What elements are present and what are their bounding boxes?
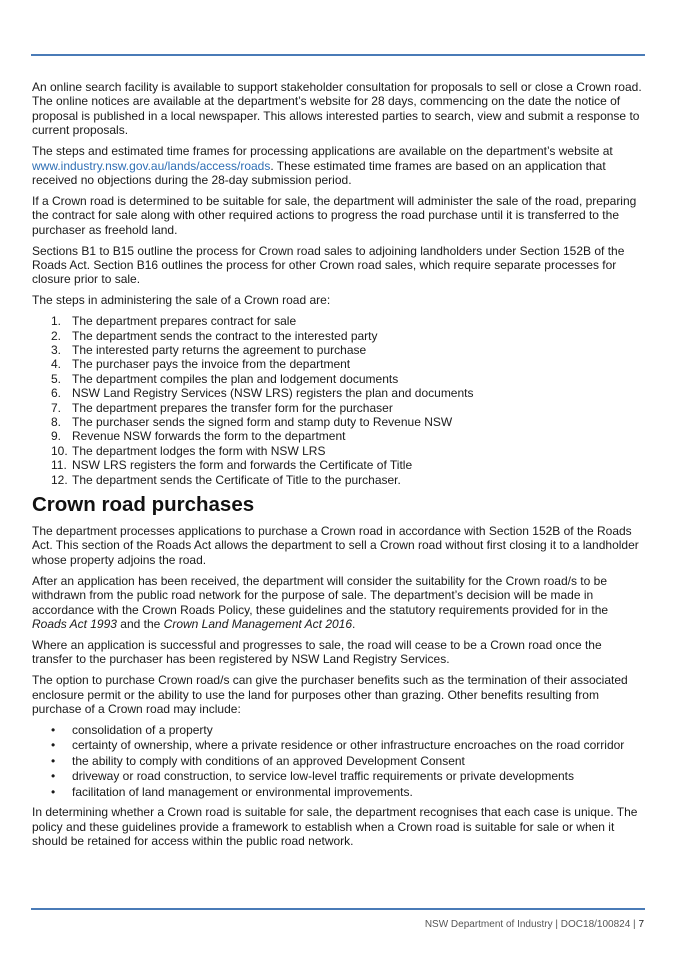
paragraph-after-application bbox=[32, 574, 644, 632]
step-text: The purchaser sends the signed form and stamp duty to Revenue NSW bbox=[72, 415, 453, 430]
paragraph-closing: In determining whether a Crown road is suitable for sale, the department recognises that each case is unique. The policy and these guidelines provide a framework to establish when a Crown road is suitable for sale or when it should be retained for access within the public road network. bbox=[32, 805, 638, 849]
bullet-icon: • bbox=[51, 738, 56, 753]
list-item bbox=[32, 386, 644, 400]
timeframes-text-after: . These estimated time frames are based on an application that received no objections during the 28-day submission period. bbox=[32, 158, 606, 187]
step-number: 7. bbox=[51, 400, 62, 415]
step-text: NSW LRS registers the form and forwards the Certificate of Title bbox=[72, 458, 413, 473]
step-text: Revenue NSW forwards the form to the department bbox=[72, 429, 346, 444]
step-text: The purchaser pays the invoice from the department bbox=[72, 357, 351, 372]
list-item bbox=[32, 314, 644, 328]
paragraph-benefits-intro: The option to purchase Crown road/s can give the purchaser benefits such as the termination of their associated enclosure permit or the ability to use the land for purposes other than grazing. Other benefits resulting from purchase of a Crown road may include: bbox=[32, 673, 628, 717]
benefit-text: certainty of ownership, where a private residence or other infrastructure encroaches on the road corridor bbox=[72, 738, 625, 753]
step-text: The department sends the Certificate of Title to the purchaser. bbox=[72, 472, 401, 487]
step-text: The department sends the contract to the interested party bbox=[72, 328, 378, 343]
page-number: 7 bbox=[638, 919, 644, 930]
step-number: 2. bbox=[51, 328, 62, 343]
step-number: 8. bbox=[51, 415, 62, 430]
paragraph-timeframes bbox=[32, 144, 644, 187]
benefit-text: driveway or road construction, to service low-level traffic requirements or private developments bbox=[72, 769, 574, 784]
paragraph-steps-intro: The steps in administering the sale of a Crown road are: bbox=[32, 293, 331, 308]
footer-rule bbox=[31, 908, 645, 910]
step-number: 9. bbox=[51, 429, 62, 444]
list-item bbox=[32, 372, 644, 386]
bullet-icon: • bbox=[51, 722, 56, 737]
step-number: 4. bbox=[51, 357, 62, 372]
step-text: The interested party returns the agreement to purchase bbox=[72, 343, 367, 357]
list-item bbox=[32, 444, 644, 458]
timeframes-text-before: The steps and estimated time frames for processing applications are available on the department’s website at bbox=[32, 144, 613, 159]
list-item bbox=[32, 458, 644, 472]
paragraph-successful-application: Where an application is successful and progresses to sale, the road will cease to be a Crown road once the transfer to the purchaser has been registered by NSW Land Registry Services. bbox=[32, 637, 602, 667]
step-text: The department lodges the form with NSW LRS bbox=[72, 443, 326, 458]
footer-text: NSW Department of Industry | DOC18/100824 | bbox=[424, 919, 639, 930]
list-item bbox=[32, 357, 644, 371]
bullet-icon: • bbox=[51, 753, 56, 768]
step-text: NSW Land Registry Services (NSW LRS) registers the plan and documents bbox=[72, 386, 474, 401]
after-application-and: and the bbox=[116, 617, 164, 631]
step-text: The department compiles the plan and lodgement documents bbox=[72, 371, 399, 386]
step-number: 3. bbox=[51, 343, 62, 357]
benefit-text: consolidation of a property bbox=[72, 722, 213, 737]
step-number: 11. bbox=[51, 458, 67, 473]
act-title-crown-land: Crown Land Management Act 2016 bbox=[163, 617, 353, 631]
after-application-end: . bbox=[352, 617, 356, 631]
list-item bbox=[32, 343, 644, 357]
benefit-text: facilitation of land management or environmental improvements. bbox=[72, 784, 413, 799]
paragraph-sections: Sections B1 to B15 outline the process for Crown road sales to adjoining landholders under Section 152B of the Roads Act. Section B16 outlines the process for other Crown road sales, which require separate processes for closure prior to sale. bbox=[32, 243, 625, 287]
bullet-icon: • bbox=[51, 769, 56, 784]
page-footer bbox=[425, 919, 644, 930]
list-item bbox=[32, 415, 644, 429]
step-number: 6. bbox=[51, 386, 62, 401]
step-text: The department prepares the transfer form for the purchaser bbox=[72, 400, 393, 415]
document-body bbox=[32, 80, 644, 855]
step-number: 1. bbox=[51, 314, 62, 329]
act-title-roads: Roads Act 1993 bbox=[32, 617, 117, 631]
step-number: 5. bbox=[51, 371, 62, 386]
after-application-text: After an application has been received, the department will consider the suitability for the Crown road/s to be withdrawn from the public road network for the purpose of sale. The department’s decision will be made in accordance with the Crown Roads Policy, these guidelines and the statutory requirements provided for in the bbox=[32, 573, 609, 617]
step-number: 10. bbox=[51, 443, 68, 458]
bullet-icon: • bbox=[51, 784, 56, 799]
list-item bbox=[32, 738, 644, 752]
list-item bbox=[32, 754, 644, 768]
list-item bbox=[32, 329, 644, 343]
sale-steps-list bbox=[32, 314, 644, 487]
list-item bbox=[32, 769, 644, 783]
roads-website-link[interactable]: www.industry.nsw.gov.au/lands/access/roads bbox=[32, 158, 271, 173]
list-item bbox=[32, 723, 644, 737]
step-text: The department prepares contract for sale bbox=[72, 314, 297, 329]
step-number: 12. bbox=[51, 472, 68, 487]
paragraph-suitable-for-sale: If a Crown road is determined to be suitable for sale, the department will administer the sale of the road, preparing the contract for sale along with other required actions to progress the road purchase until it is transferred to the purchaser as freehold land. bbox=[32, 193, 637, 237]
list-item bbox=[32, 401, 644, 415]
section-heading: Crown road purchases bbox=[32, 493, 255, 517]
paragraph-online-search: An online search facility is available to support stakeholder consultation for proposals to sell or close a Crown road. The online notices are available at the department’s website for 28 days, commencing on the date the notice of proposal is published in a local newspaper. This allows interested parties to search, view and submit a response to current proposals. bbox=[32, 80, 642, 138]
list-item bbox=[32, 429, 644, 443]
benefit-text: the ability to comply with conditions of an approved Development Consent bbox=[72, 753, 465, 768]
list-item bbox=[32, 785, 644, 799]
benefits-list bbox=[32, 723, 644, 799]
paragraph-purchase-intro: The department processes applications to purchase a Crown road in accordance with Section 152B of the Roads Act. This section of the Roads Act allows the department to sell a Crown road without first closing it to a landholder whose property adjoins the road. bbox=[32, 524, 639, 567]
header-rule bbox=[31, 54, 645, 56]
list-item bbox=[32, 473, 644, 487]
